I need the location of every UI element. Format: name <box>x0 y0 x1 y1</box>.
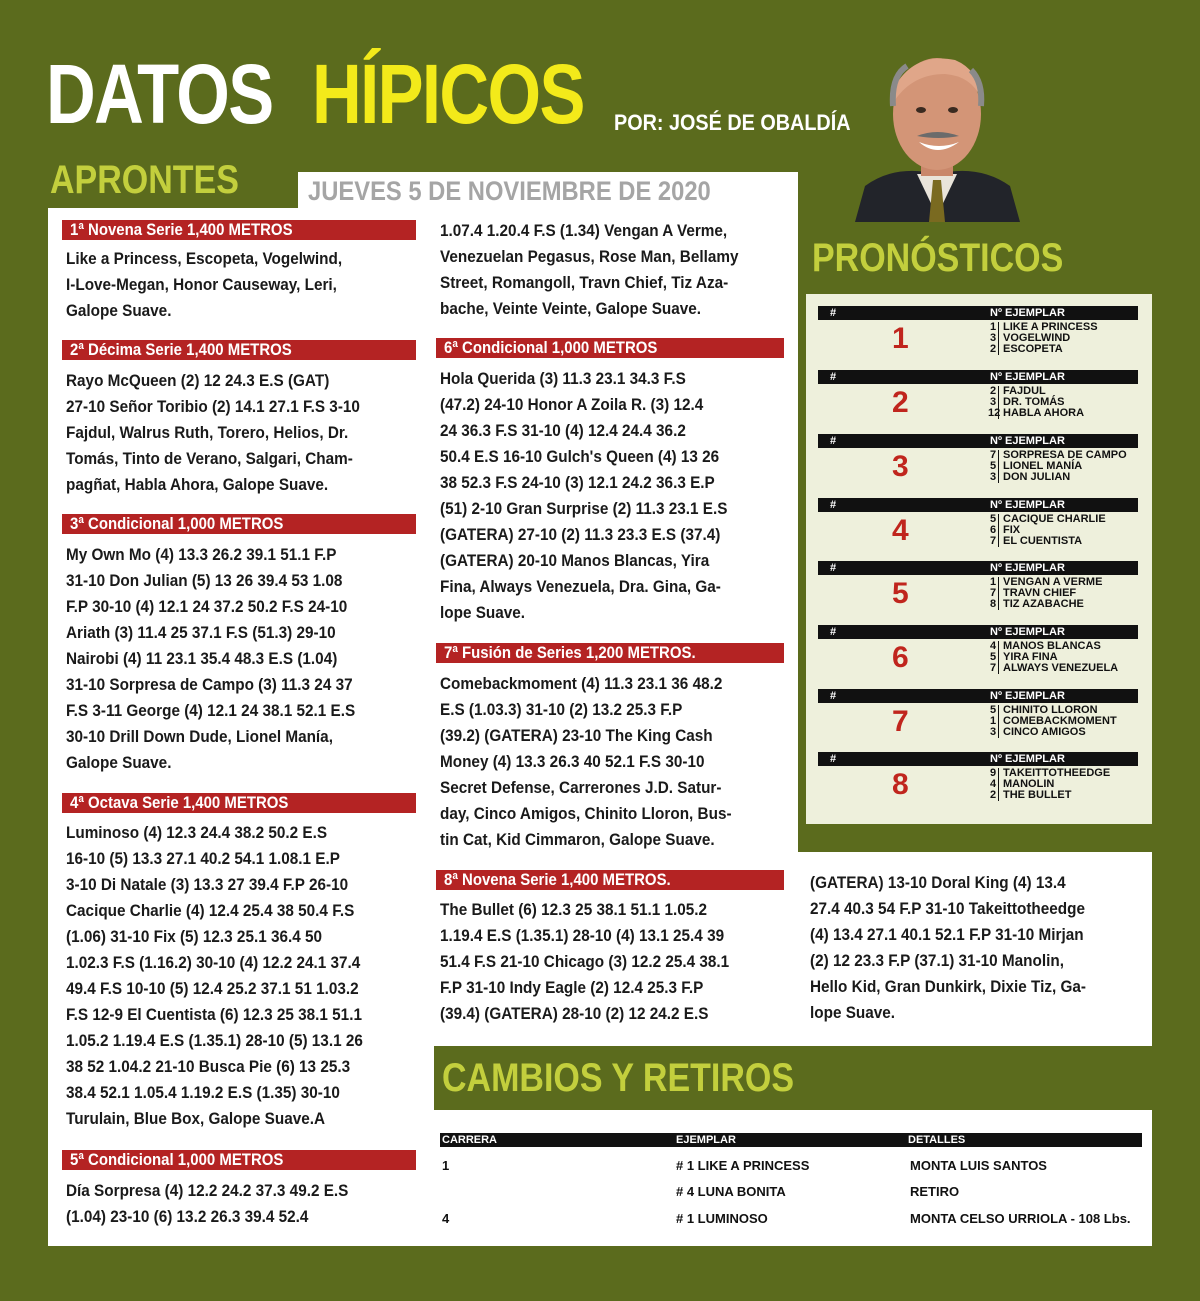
text-line: 1.02.3 F.S (1.16.2) 30-10 (4) 12.2 24.1 37.4 <box>66 953 361 972</box>
text-line: day, Cinco Amigos, Chinito Lloron, Bus- <box>440 804 732 823</box>
text-line: Rayo McQueen (2) 12 24.3 E.S (GAT) <box>66 371 330 390</box>
text-line: Galope Suave. <box>66 753 172 772</box>
text-line: (GATERA) 20-10 Manos Blancas, Yira <box>440 551 710 570</box>
text-line: Luminoso (4) 12.3 24.4 38.2 50.2 E.S <box>66 823 328 842</box>
text-line: 38.4 52.1 1.05.4 1.19.2 E.S (1.35) 30-10 <box>66 1083 340 1102</box>
text-line: 30-10 Drill Down Dude, Lionel Manía, <box>66 727 333 746</box>
prono-pick: 2 FAJDUL <box>989 385 1046 397</box>
cambios-carrera: 4 <box>442 1211 450 1226</box>
prono-pick: 5 YIRA FINA <box>989 651 1058 663</box>
prono-header: # Nº EJEMPLAR <box>818 752 1138 766</box>
prono-race-2 <box>818 370 1138 430</box>
prono-race-4 <box>818 498 1138 558</box>
byline: POR: JOSÉ DE OBALDÍA <box>614 110 851 135</box>
prono-race-number: 1 <box>892 322 909 355</box>
section-header-race-3: 3ª Condicional 1,000 METROS <box>62 514 416 534</box>
prono-pick: 12 HABLA AHORA <box>988 407 1085 419</box>
section-header-race-6: 6ª Condicional 1,000 METROS <box>436 338 784 358</box>
text-line: I-Love-Megan, Honor Causeway, Leri, <box>66 275 337 294</box>
text-line: Galope Suave. <box>66 301 172 320</box>
text-line: tin Cat, Kid Cimmaron, Galope Suave. <box>440 830 715 849</box>
prono-pick: 3 DR. TOMÁS <box>989 396 1065 408</box>
prono-pick: 7 SORPRESA DE CAMPO <box>989 449 1127 461</box>
text-line: F.S 12-9 El Cuentista (6) 12.3 25 38.1 51.1 <box>66 1005 362 1024</box>
prono-pick: 5 CACIQUE CHARLIE <box>989 513 1106 525</box>
prono-pick: 8 TIZ AZABACHE <box>989 598 1084 610</box>
text-line: (2) 12 23.3 F.P (37.1) 31-10 Manolin, <box>810 951 1064 970</box>
race-4-text <box>66 820 408 1132</box>
pronosticos-title: PRONÓSTICOS <box>812 236 1064 280</box>
author-portrait <box>855 46 1020 222</box>
prono-header: # Nº EJEMPLAR <box>818 561 1138 575</box>
race-6-text <box>440 366 782 626</box>
text-line: My Own Mo (4) 13.3 26.2 39.1 51.1 F.P <box>66 545 337 564</box>
cambios-detalles: MONTA CELSO URRIOLA - 108 Lbs. <box>910 1211 1131 1226</box>
text-line: bache, Veinte Veinte, Galope Suave. <box>440 299 702 318</box>
text-line: Venezuelan Pegasus, Rose Man, Bellamy <box>440 247 739 266</box>
prono-pick: 9 TAKEITTOTHEEDGE <box>989 767 1111 779</box>
text-line: 27-10 Señor Toribio (2) 14.1 27.1 F.S 3-10 <box>66 397 360 416</box>
prono-pick: 4 MANOLIN <box>989 778 1055 790</box>
header-ejemplar: EJEMPLAR <box>676 1134 736 1146</box>
text-line: Fina, Always Venezuela, Dra. Gina, Ga- <box>440 577 721 596</box>
text-line: 27.4 40.3 54 F.P 31-10 Takeittotheedge <box>810 899 1085 918</box>
prono-pick: 5 LIONEL MANÍA <box>989 460 1083 472</box>
prono-pick: 5 CHINITO LLORON <box>989 704 1098 716</box>
text-line: (39.2) (GATERA) 23-10 The King Cash <box>440 726 713 745</box>
prono-pick: 6 FIX <box>989 524 1021 536</box>
text-line: Tomás, Tinto de Verano, Salgari, Cham- <box>66 449 353 468</box>
prono-header: # Nº EJEMPLAR <box>818 306 1138 320</box>
prono-pick: 2 ESCOPETA <box>989 343 1063 355</box>
text-line: Fajdul, Walrus Ruth, Torero, Helios, Dr. <box>66 423 349 442</box>
cambios-detalles: MONTA LUIS SANTOS <box>910 1158 1047 1173</box>
text-line: Nairobi (4) 11 23.1 35.4 48.3 E.S (1.04) <box>66 649 338 668</box>
prono-race-3 <box>818 434 1138 494</box>
section-header-race-7: 7ª Fusión de Series 1,200 METROS. <box>436 643 784 663</box>
prono-pick: 3 DON JULIAN <box>989 471 1071 483</box>
prono-pick: 1 LIKE A PRINCESS <box>989 321 1098 333</box>
prono-pick: 7 EL CUENTISTA <box>989 535 1083 547</box>
section-header-race-4: 4ª Octava Serie 1,400 METROS <box>62 793 416 813</box>
text-line: (GATERA) 27-10 (2) 11.3 23.3 E.S (37.4) <box>440 525 721 544</box>
section-header-race-1: 1ª Novena Serie 1,400 METROS <box>62 220 416 240</box>
section-header-race-2: 2ª Décima Serie 1,400 METROS <box>62 340 416 360</box>
prono-race-number: 8 <box>892 768 909 801</box>
prono-race-number: 3 <box>892 450 909 483</box>
prono-race-5 <box>818 561 1138 621</box>
prono-race-6 <box>818 625 1138 685</box>
cambios-ejemplar: # 1 LUMINOSO <box>676 1211 768 1226</box>
prono-header: # Nº EJEMPLAR <box>818 625 1138 639</box>
text-line: 38 52 1.04.2 21-10 Busca Pie (6) 13 25.3 <box>66 1057 351 1076</box>
race-5-text <box>66 1178 408 1230</box>
race-8-continued-text <box>810 870 1143 1026</box>
text-line: pagñat, Habla Ahora, Galope Suave. <box>66 475 329 494</box>
prono-pick: 3 VOGELWIND <box>989 332 1071 344</box>
text-line: lope Suave. <box>810 1003 896 1022</box>
cambios-ejemplar: # 1 LIKE A PRINCESS <box>676 1158 810 1173</box>
text-line: Like a Princess, Escopeta, Vogelwind, <box>66 249 343 268</box>
race-8-text <box>440 897 782 1027</box>
text-line: 24 36.3 F.S 31-10 (4) 12.4 24.4 36.2 <box>440 421 686 440</box>
prono-race-number: 2 <box>892 386 909 419</box>
race-1-text <box>66 246 408 324</box>
race-5-continued-text <box>440 218 782 322</box>
prono-race-8 <box>818 752 1138 812</box>
race-2-text <box>66 368 408 498</box>
prono-race-number: 6 <box>892 641 909 674</box>
text-line: Street, Romangoll, Travn Chief, Tiz Aza- <box>440 273 729 292</box>
header-detalles: DETALLES <box>908 1134 966 1146</box>
header-carrera: CARRERA <box>442 1134 497 1146</box>
cambios-ejemplar: # 4 LUNA BONITA <box>676 1184 786 1199</box>
text-line: The Bullet (6) 12.3 25 38.1 51.1 1.05.2 <box>440 900 708 919</box>
text-line: 3-10 Di Natale (3) 13.3 27 39.4 F.P 26-10 <box>66 875 349 894</box>
section-header-race-5: 5ª Condicional 1,000 METROS <box>62 1150 416 1170</box>
text-line: lope Suave. <box>440 603 526 622</box>
text-line: Cacique Charlie (4) 12.4 25.4 38 50.4 F.S <box>66 901 355 920</box>
text-line: E.S (1.03.3) 31-10 (2) 13.2 25.3 F.P <box>440 700 683 719</box>
text-line: Hola Querida (3) 11.3 23.1 34.3 F.S <box>440 369 686 388</box>
text-line: 1.05.2 1.19.4 E.S (1.35.1) 28-10 (5) 13.1 26 <box>66 1031 363 1050</box>
title-hipicos: HÍPICOS <box>312 47 584 141</box>
text-line: Hello Kid, Gran Dunkirk, Dixie Tiz, Ga- <box>810 977 1087 996</box>
text-line: 31-10 Don Julian (5) 13 26 39.4 53 1.08 <box>66 571 343 590</box>
text-line: 50.4 E.S 16-10 Gulch's Queen (4) 13 26 <box>440 447 720 466</box>
text-line: (1.06) 31-10 Fix (5) 12.3 25.1 36.4 50 <box>66 927 323 946</box>
text-line: (GATERA) 13-10 Doral King (4) 13.4 <box>810 873 1066 892</box>
prono-race-number: 7 <box>892 705 909 738</box>
cambios-title: CAMBIOS Y RETIROS <box>442 1056 795 1100</box>
text-line: Comebackmoment (4) 11.3 23.1 36 48.2 <box>440 674 723 693</box>
text-line: Money (4) 13.3 26.3 40 52.1 F.S 30-10 <box>440 752 705 771</box>
text-line: (47.2) 24-10 Honor A Zoila R. (3) 12.4 <box>440 395 704 414</box>
text-line: 49.4 F.S 10-10 (5) 12.4 25.2 37.1 51 1.03.2 <box>66 979 359 998</box>
prono-pick: 4 MANOS BLANCAS <box>989 640 1101 652</box>
prono-pick: 1 COMEBACKMOMENT <box>989 715 1117 727</box>
prono-race-1 <box>818 306 1138 366</box>
text-line: Secret Defense, Carrerones J.D. Satur- <box>440 778 722 797</box>
text-line: (1.04) 23-10 (6) 13.2 26.3 39.4 52.4 <box>66 1207 309 1226</box>
text-line: 51.4 F.S 21-10 Chicago (3) 12.2 25.4 38.1 <box>440 952 730 971</box>
title-datos: DATOS <box>46 47 273 141</box>
text-line: F.P 30-10 (4) 12.1 24 37.2 50.2 F.S 24-10 <box>66 597 348 616</box>
race-7-text <box>440 671 782 853</box>
section-header-race-8: 8ª Novena Serie 1,400 METROS. <box>436 870 784 890</box>
date-label: JUEVES 5 DE NOVIEMBRE DE 2020 <box>308 176 711 206</box>
cambios-carrera: 1 <box>442 1158 450 1173</box>
prono-race-7 <box>818 689 1138 749</box>
prono-pick: 2 THE BULLET <box>989 789 1072 801</box>
text-line: 1.19.4 E.S (1.35.1) 28-10 (4) 13.1 25.4 39 <box>440 926 725 945</box>
text-line: F.P 31-10 Indy Eagle (2) 12.4 25.3 F.P <box>440 978 704 997</box>
text-line: 31-10 Sorpresa de Campo (3) 11.3 24 37 <box>66 675 353 694</box>
race-3-text <box>66 542 408 776</box>
prono-pick: 3 CINCO AMIGOS <box>989 726 1086 738</box>
prono-header: # Nº EJEMPLAR <box>818 498 1138 512</box>
prono-pick: 7 TRAVN CHIEF <box>989 587 1077 599</box>
cambios-detalles: RETIRO <box>910 1184 960 1199</box>
prono-race-number: 5 <box>892 577 909 610</box>
text-line: F.S 3-11 George (4) 12.1 24 38.1 52.1 E.S <box>66 701 356 720</box>
text-line: 1.07.4 1.20.4 F.S (1.34) Vengan A Verme, <box>440 221 728 240</box>
text-line: 38 52.3 F.S 24-10 (3) 12.1 24.2 36.3 E.P <box>440 473 715 492</box>
text-line: (51) 2-10 Gran Surprise (2) 11.3 23.1 E.S <box>440 499 728 518</box>
prono-header: # Nº EJEMPLAR <box>818 434 1138 448</box>
prono-pick: 1 VENGAN A VERME <box>989 576 1103 588</box>
text-line: 16-10 (5) 13.3 27.1 40.2 54.1 1.08.1 E.P <box>66 849 340 868</box>
text-line: Turulain, Blue Box, Galope Suave.A <box>66 1109 326 1128</box>
prono-header: # Nº EJEMPLAR <box>818 370 1138 384</box>
aprontes-title: APRONTES <box>50 158 239 202</box>
cambios-table-header <box>440 1133 1142 1147</box>
prono-header: # Nº EJEMPLAR <box>818 689 1138 703</box>
text-line: Ariath (3) 11.4 25 37.1 F.S (51.3) 29-10 <box>66 623 336 642</box>
prono-pick: 7 ALWAYS VENEZUELA <box>989 662 1119 674</box>
prono-race-number: 4 <box>892 514 909 547</box>
text-line: (4) 13.4 27.1 40.1 52.1 F.P 31-10 Mirjan <box>810 925 1084 944</box>
text-line: Día Sorpresa (4) 12.2 24.2 37.3 49.2 E.S <box>66 1181 349 1200</box>
text-line: (39.4) (GATERA) 28-10 (2) 12 24.2 E.S <box>440 1004 709 1023</box>
